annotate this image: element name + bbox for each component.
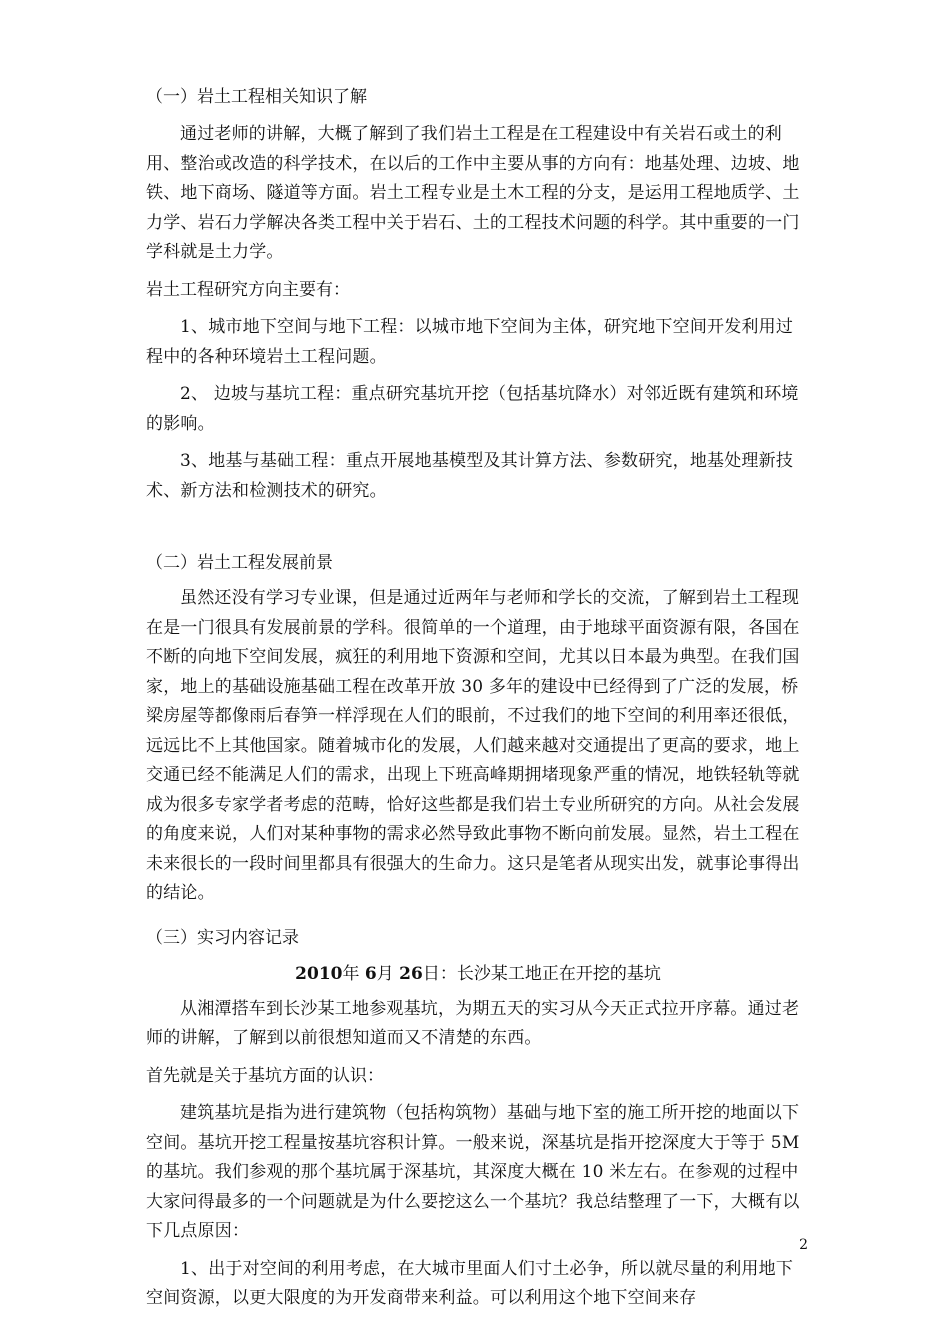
paragraph: 虽然还没有学习专业课，但是通过近两年与老师和学长的交流，了解到岩土工程现在是一门很具有发展前景的学科。很简单的一个道理，由于地球平面资源有限，各国在不断的向地下空间发展，疯狂的利用地下资源和空间，尤其以日本最为典型。在我们国家，地上的基础设施基础工程在改革开放 30 多年的建设中已经得到了广泛的发展，桥梁房屋等都像雨后春笋一样浮现在人们的眼前，不过我们的地下空间的利用率还很低，远远比不上其他国家。随着城市化的发展，人们越来越对交通提出了更高的要求，地上交通已经不能满足人们的需求，出现上下班高峰期拥堵现象严重的情况，地铁轻轨等就成为很多专家学者考虑的范畴，恰好这些都是我们岩土专业所研究的方向。从社会发展的角度来说，人们对某种事物的需求必然导致此事物不断向前发展。显然，岩土工程在未来很长的一段时间里都具有很强大的生命力。这只是笔者从现实出发，就事论事得出的结论。 xyxy=(146,588,800,903)
paragraph: 首先就是关于基坑方面的认识： xyxy=(146,1065,384,1086)
paragraph: 通过老师的讲解，大概了解到了我们岩土工程是在工程建设中有关岩石或土的利用、整治或改造的科学技术，在以后的工作中主要从事的方向有：地基处理、边坡、地铁、地下商场、隧道等方面。岩土工程专业是土木工程的分支，是运用工程地质学、土力学、岩石力学解决各类工程中关于岩石、土的工程技术问题的科学。其中重要的一门学科就是土力学。 xyxy=(146,124,800,262)
paragraph: 岩土工程研究方向主要有： xyxy=(146,279,350,300)
date-day: 26 xyxy=(399,963,423,984)
date-day-suffix: 日：长沙某工地正在开挖的基坑 xyxy=(422,963,661,984)
date-year: 2010 xyxy=(295,963,343,984)
page-number: 2 xyxy=(799,1237,808,1253)
date-month: 6 xyxy=(364,963,377,984)
document-page xyxy=(146,82,810,1314)
list-item: 3、地基与基础工程：重点开展地基模型及其计算方法、参数研究，地基处理新技术、新方法和检测技术的研究。 xyxy=(146,451,794,501)
date-heading xyxy=(146,959,810,989)
section-heading-3: （三）实习内容记录 xyxy=(146,927,299,948)
list-item: 1、出于对空间的利用考虑，在大城市里面人们寸土必争，所以就尽量的利用地下空间资源，以更大限度的为开发商带来利益。可以利用这个地下空间来存 xyxy=(146,1258,794,1308)
paragraph: 建筑基坑是指为进行建筑物（包括构筑物）基础与地下室的施工所开挖的地面以下空间。基坑开挖工程量按基坑容积计算。一般来说，深基坑是指开挖深度大于等于 5M 的基坑。我们参观的那个基坑属于深基坑，其深度大概在 10 米左右。在参观的过程中大家问得最多的一个问题就是为什么要挖这么一个基坑？我总结整理了一下，大概有以下几点原因： xyxy=(146,1103,800,1241)
section-heading-1: （一）岩土工程相关知识了解 xyxy=(146,87,367,107)
list-item: 2、 边坡与基坑工程：重点研究基坑开挖（包括基坑降水）对邻近既有建筑和环境的影响。 xyxy=(146,384,799,434)
date-year-suffix: 年 xyxy=(342,963,360,984)
list-item: 1、城市地下空间与地下工程：以城市地下空间为主体，研究地下空间开发利用过程中的各种环境岩土工程问题。 xyxy=(146,317,794,367)
section-heading-2: （二）岩土工程发展前景 xyxy=(146,553,333,573)
date-month-suffix: 月 xyxy=(376,963,394,984)
paragraph: 从湘潭搭车到长沙某工地参观基坑，为期五天的实习从今天正式拉开序幕。通过老师的讲解，了解到以前很想知道而又不清楚的东西。 xyxy=(146,998,800,1048)
